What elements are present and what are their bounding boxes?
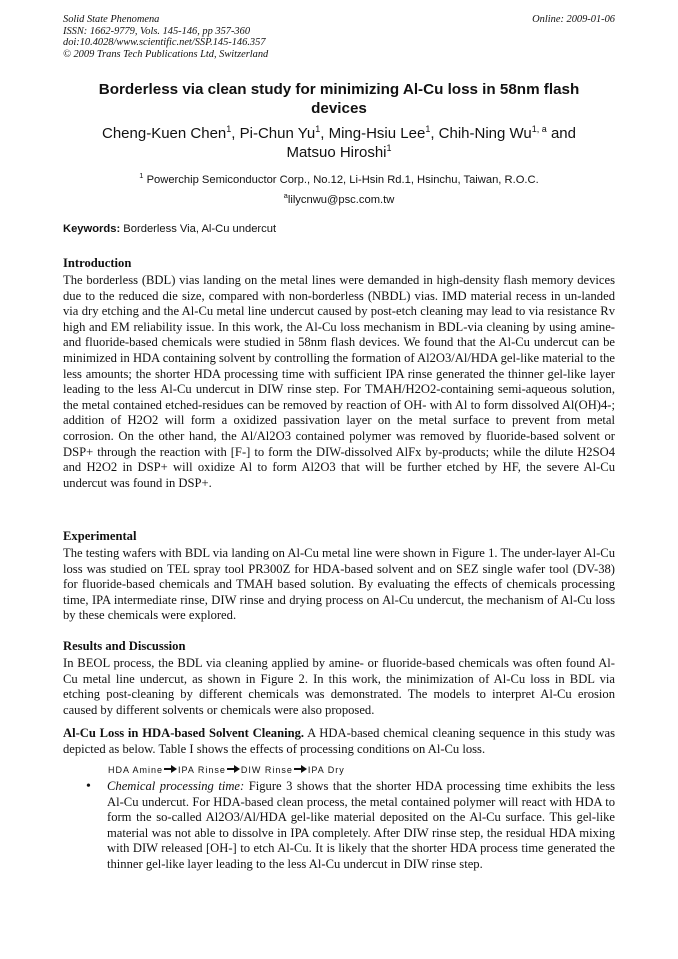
keywords-text: Borderless Via, Al-Cu undercut xyxy=(120,223,277,235)
hda-section-body: A HDA-based chemical cleaning sequence in this study was depicted as below. Table I shows the effects of processing conditions on Al-Cu loss. xyxy=(63,726,615,756)
email-mark: a xyxy=(283,191,288,200)
author-separator: , xyxy=(320,125,329,142)
online-date: Online: 2009-01-06 xyxy=(532,14,615,25)
bullet-lead: Chemical processing time: xyxy=(107,779,245,793)
author-affil-mark: 1 xyxy=(226,124,232,134)
journal-copyright: © 2009 Trans Tech Publications Ltd, Switzerland xyxy=(63,48,269,60)
author-separator: , xyxy=(430,125,439,142)
title-line-2: devices xyxy=(311,100,367,117)
introduction-body: The borderless (BDL) vias landing on the metal lines were demanded in high-density flash memory devices due to the reduced die size, compared with non-borderless (NBDL) vias. IMD material recess in un-landed via dry etching and the Al-Cu metal line undercut caused by post-etch cleaning may lead to via resistance Rv high and EM reliability issue. In this work, the Al-Cu loss mechanism in BDL-via cleaning by using amine- and fluoride-based chemicals were studied in 58nm flash devices. We found that the Al-Cu undercut can be minimized in HDA containing solvent by controlling the formation of Al2O3/Al/HDA gel-like material to the less amounts; the shorter HDA processing time with sufficient IPA rinse generated the thinner gel-like layer leading to the less Al-Cu undercut in DIW rinse step. For TMAH/H2O2-containing semi-aqueous solution, the metal contained etched-residues can be removed by reaction of OH- with Al to form dissolved Al(OH)4-; addition of H2O2 will form a oxidized passivation layer on the metal surface to prevent from metal corrosion. On the other hand, the Al/Al2O3 contained polymer was removed by fluoride-based solvent or DSP+ through the reaction with [F-] to form the DIW-dissolved AlFx by-products; while the dilute H2SO4 and H2O2 in DSP+ will oxidize Al to form Al2O3 that will be further etched by HF, the severe Al-Cu undercut was found in DSP+. xyxy=(63,273,615,490)
author-name: Cheng-Kuen Chen xyxy=(102,125,227,142)
bullet-paragraph xyxy=(107,779,615,873)
author-line-2 xyxy=(63,143,615,162)
arrow-right-icon xyxy=(164,765,177,773)
author-and: and xyxy=(546,125,576,142)
bullet-body: Figure 3 shows that the shorter HDA processing time exhibits the less Al-Cu undercut. For HDA-based clean process, the metal contained polymer will react with HDA to form the so-called Al2O3/Al/HDA gel-like material deposited on the Al-Cu surface. This gel-like material was not able to dissolve in IPA completely. After DIW rinse step, the residual HDA mixing with DIW released [OH-] to etch Al-Cu. It is likely that the shorter HDA process time generated the thinner gel-like layer leading to the less Al-Cu undercut in DIW rinse step. xyxy=(107,779,615,871)
author-separator: , xyxy=(231,125,240,142)
author-email xyxy=(63,193,615,207)
author-affil-mark: 1, a xyxy=(531,124,547,134)
experimental-body: The testing wafers with BDL via landing on Al-Cu metal line were shown in Figure 1. The under-layer Al-Cu loss was studied on TEL spray tool PR300Z for HDA-based solvent and on SEZ single wafer tool (DV-38) for fluoride-based chemicals and TMAH based solution. By evaluating the effects of chemicals processing time, IPA intermediate rinse, DIW rinse and drying process on Al-Cu undercut, the mechanism of Al-Cu loss by these chemicals were explored. xyxy=(63,546,615,623)
paper-title xyxy=(63,80,615,118)
affiliation-text: Powerchip Semiconductor Corp., No.12, Li-Hsin Rd.1, Hsinchu, Taiwan, R.O.C. xyxy=(146,174,539,186)
author-affil-mark: 1 xyxy=(425,124,431,134)
author-affil-mark: 1 xyxy=(315,124,321,134)
affiliation xyxy=(63,173,615,187)
flow-step: IPA Dry xyxy=(307,765,345,775)
hda-section-paragraph xyxy=(63,726,615,757)
author-line-1 xyxy=(63,124,615,143)
journal-header xyxy=(63,14,615,60)
flow-step: DIW Rinse xyxy=(240,765,293,775)
journal-doi: doi:10.4028/www.scientific.net/SSP.145-146.357 xyxy=(63,37,266,49)
arrow-right-icon xyxy=(227,765,240,773)
cleaning-sequence-flow xyxy=(108,764,345,776)
flow-step: HDA Amine xyxy=(108,765,164,775)
author-list xyxy=(63,124,615,162)
keywords-label: Keywords: xyxy=(63,223,121,235)
arrow-right-icon xyxy=(294,765,307,773)
author-name: Matsuo Hiroshi xyxy=(286,144,387,161)
results-body: In BEOL process, the BDL via cleaning applied by amine- or fluoride-based chemicals was often found Al-Cu metal line undercut, as shown in Figure 2. In this work, the minimization of Al-Cu loss in BDL via etching post-cleaning by different chemicals was demonstrated. The models to interpret Al-Cu erosion caused by different solvents or chemicals were also proposed. xyxy=(63,656,615,717)
affiliation-mark: 1 xyxy=(139,171,144,180)
experimental-heading: Experimental xyxy=(63,529,137,543)
introduction-heading: Introduction xyxy=(63,256,132,270)
hda-section-title: Al-Cu Loss in HDA-based Solvent Cleaning. xyxy=(63,726,305,740)
keywords xyxy=(63,222,615,236)
bullet-icon: • xyxy=(86,779,91,794)
author-name: Ming-Hsiu Lee xyxy=(328,125,426,142)
author-name: Chih-Ning Wu xyxy=(438,125,532,142)
flow-step: IPA Rinse xyxy=(178,765,226,775)
journal-name: Solid State Phenomena xyxy=(63,14,160,25)
results-heading: Results and Discussion xyxy=(63,639,186,653)
title-line-1: Borderless via clean study for minimizing Al-Cu loss in 58nm flash xyxy=(98,81,580,98)
journal-issn: ISSN: 1662-9779, Vols. 145-146, pp 357-360 xyxy=(63,25,251,37)
author-affil-mark: 1 xyxy=(386,143,392,153)
email-link[interactable]: lilycnwu@psc.com.tw xyxy=(287,194,395,206)
author-name: Pi-Chun Yu xyxy=(239,125,316,142)
